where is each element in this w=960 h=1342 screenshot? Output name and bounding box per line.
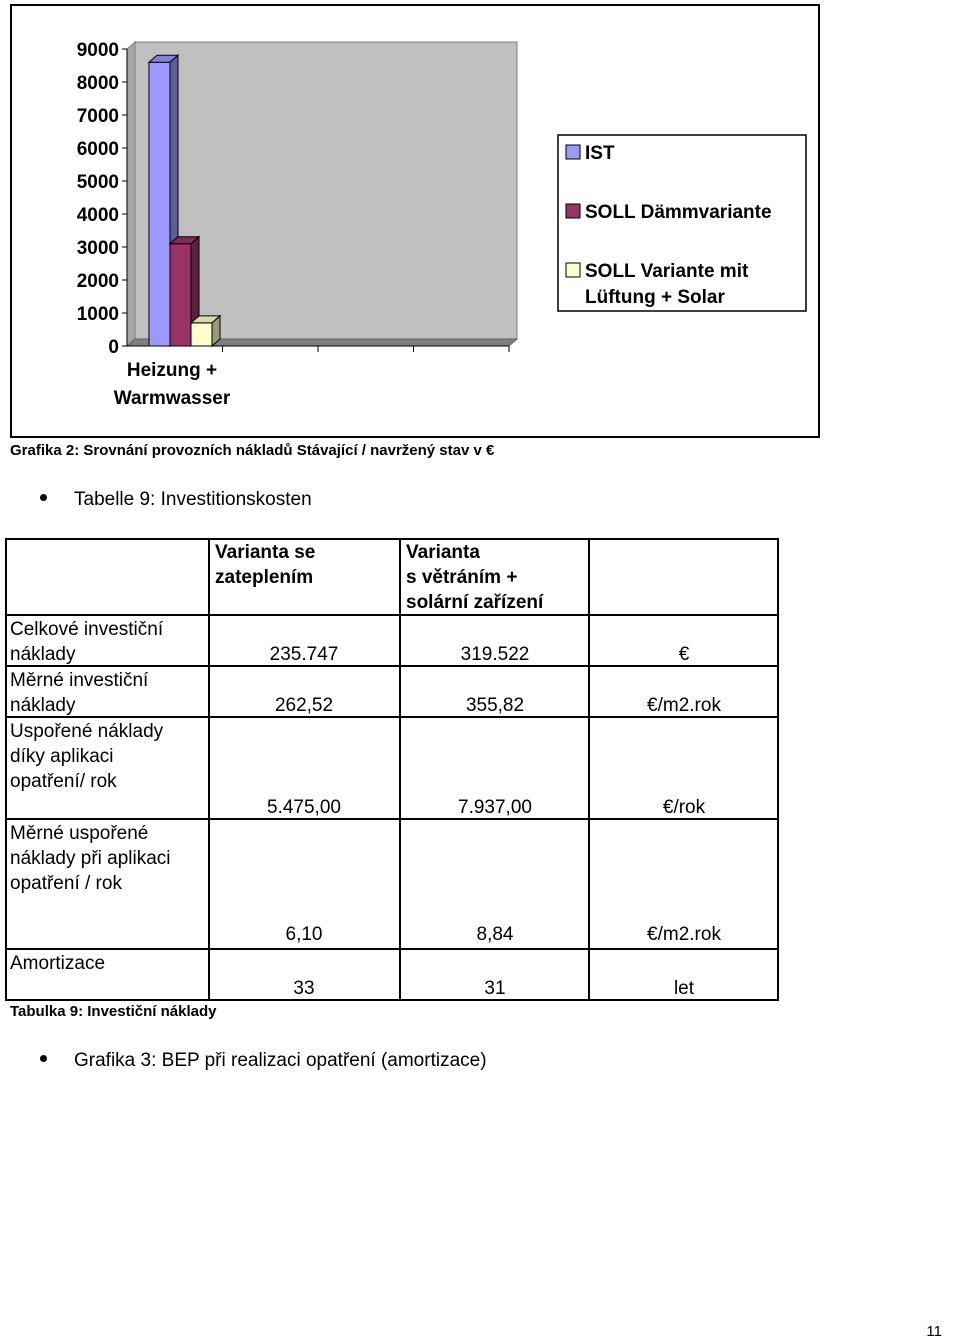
x-category-label: Heizung +	[126, 360, 218, 381]
row-label: Amortizace	[10, 953, 106, 974]
column-header: Varianta s větráním + solární zařízení	[406, 542, 544, 613]
table-border	[5, 538, 779, 540]
y-tick-label: 3000	[76, 238, 119, 259]
bullet-icon	[40, 1055, 47, 1062]
legend-swatch	[566, 145, 580, 159]
legend-label: Lüftung + Solar	[585, 287, 725, 308]
bullet-item	[40, 1050, 487, 1072]
table-cell: 7.937,00	[458, 797, 532, 818]
table-cell: 31	[484, 978, 506, 999]
unit-cell: let	[673, 978, 695, 999]
legend-swatch	[566, 263, 580, 277]
y-tick-label: 1000	[76, 304, 119, 325]
y-tick-label: 5000	[76, 172, 119, 193]
legend-label: SOLL Dämmvariante	[585, 202, 772, 223]
table-cell: 262,52	[274, 695, 334, 716]
legend-label: SOLL Variante mit	[585, 261, 749, 282]
legend-swatch	[566, 204, 580, 218]
y-tick-label: 6000	[76, 139, 119, 160]
unit-cell: €	[678, 644, 690, 665]
table-cell: 355,82	[465, 695, 525, 716]
chart-frame	[10, 4, 820, 438]
y-tick-label: 7000	[76, 106, 119, 127]
row-label: Celkové investiční náklady	[10, 619, 164, 665]
bullet-icon	[40, 494, 47, 501]
table-cell: 8,84	[476, 924, 514, 945]
table-cell: 33	[293, 978, 315, 999]
row-label: Měrné investiční náklady	[10, 670, 149, 716]
table-cell: 319.522	[460, 644, 530, 665]
bar	[170, 244, 191, 346]
bar	[191, 323, 212, 346]
unit-cell: €/m2.rok	[647, 924, 721, 945]
table-border	[5, 614, 779, 616]
y-tick-label: 2000	[76, 271, 119, 292]
bullet-item	[40, 489, 312, 511]
unit-cell: €/m2.rok	[647, 695, 721, 716]
y-tick-label: 8000	[76, 73, 119, 94]
bar-chart	[12, 6, 818, 436]
table-border	[5, 948, 779, 950]
y-tick-label: 9000	[76, 40, 119, 61]
column-header: Varianta se zateplením	[215, 542, 316, 588]
x-category-label: Warmwasser	[113, 388, 231, 409]
y-tick-label: 0	[108, 337, 119, 358]
table-cell: 6,10	[285, 924, 323, 945]
plot-side-wall	[127, 42, 135, 346]
unit-cell: €/rok	[662, 797, 706, 818]
table-border	[5, 538, 7, 1000]
bullet-text: Tabelle 9: Investitionskosten	[74, 489, 312, 510]
legend-label: IST	[585, 143, 615, 164]
y-tick-label: 4000	[76, 205, 119, 226]
table-caption: Tabulka 9: Investiční náklady	[10, 1003, 217, 1020]
row-label: Uspořené náklady díky aplikaci opatření/ rok	[10, 721, 164, 792]
table-cell: 5.475,00	[267, 797, 341, 818]
row-label: Měrné uspořené náklady při aplikaci opatření / rok	[10, 823, 171, 894]
page-number: 11	[926, 1323, 942, 1340]
bullet-text: Grafika 3: BEP při realizaci opatření (amortizace)	[74, 1050, 487, 1071]
table-cell: 235.747	[269, 644, 339, 665]
bar	[149, 62, 170, 346]
chart-caption: Grafika 2: Srovnání provozních nákladů Stávající / navržený stav v €	[10, 442, 495, 459]
